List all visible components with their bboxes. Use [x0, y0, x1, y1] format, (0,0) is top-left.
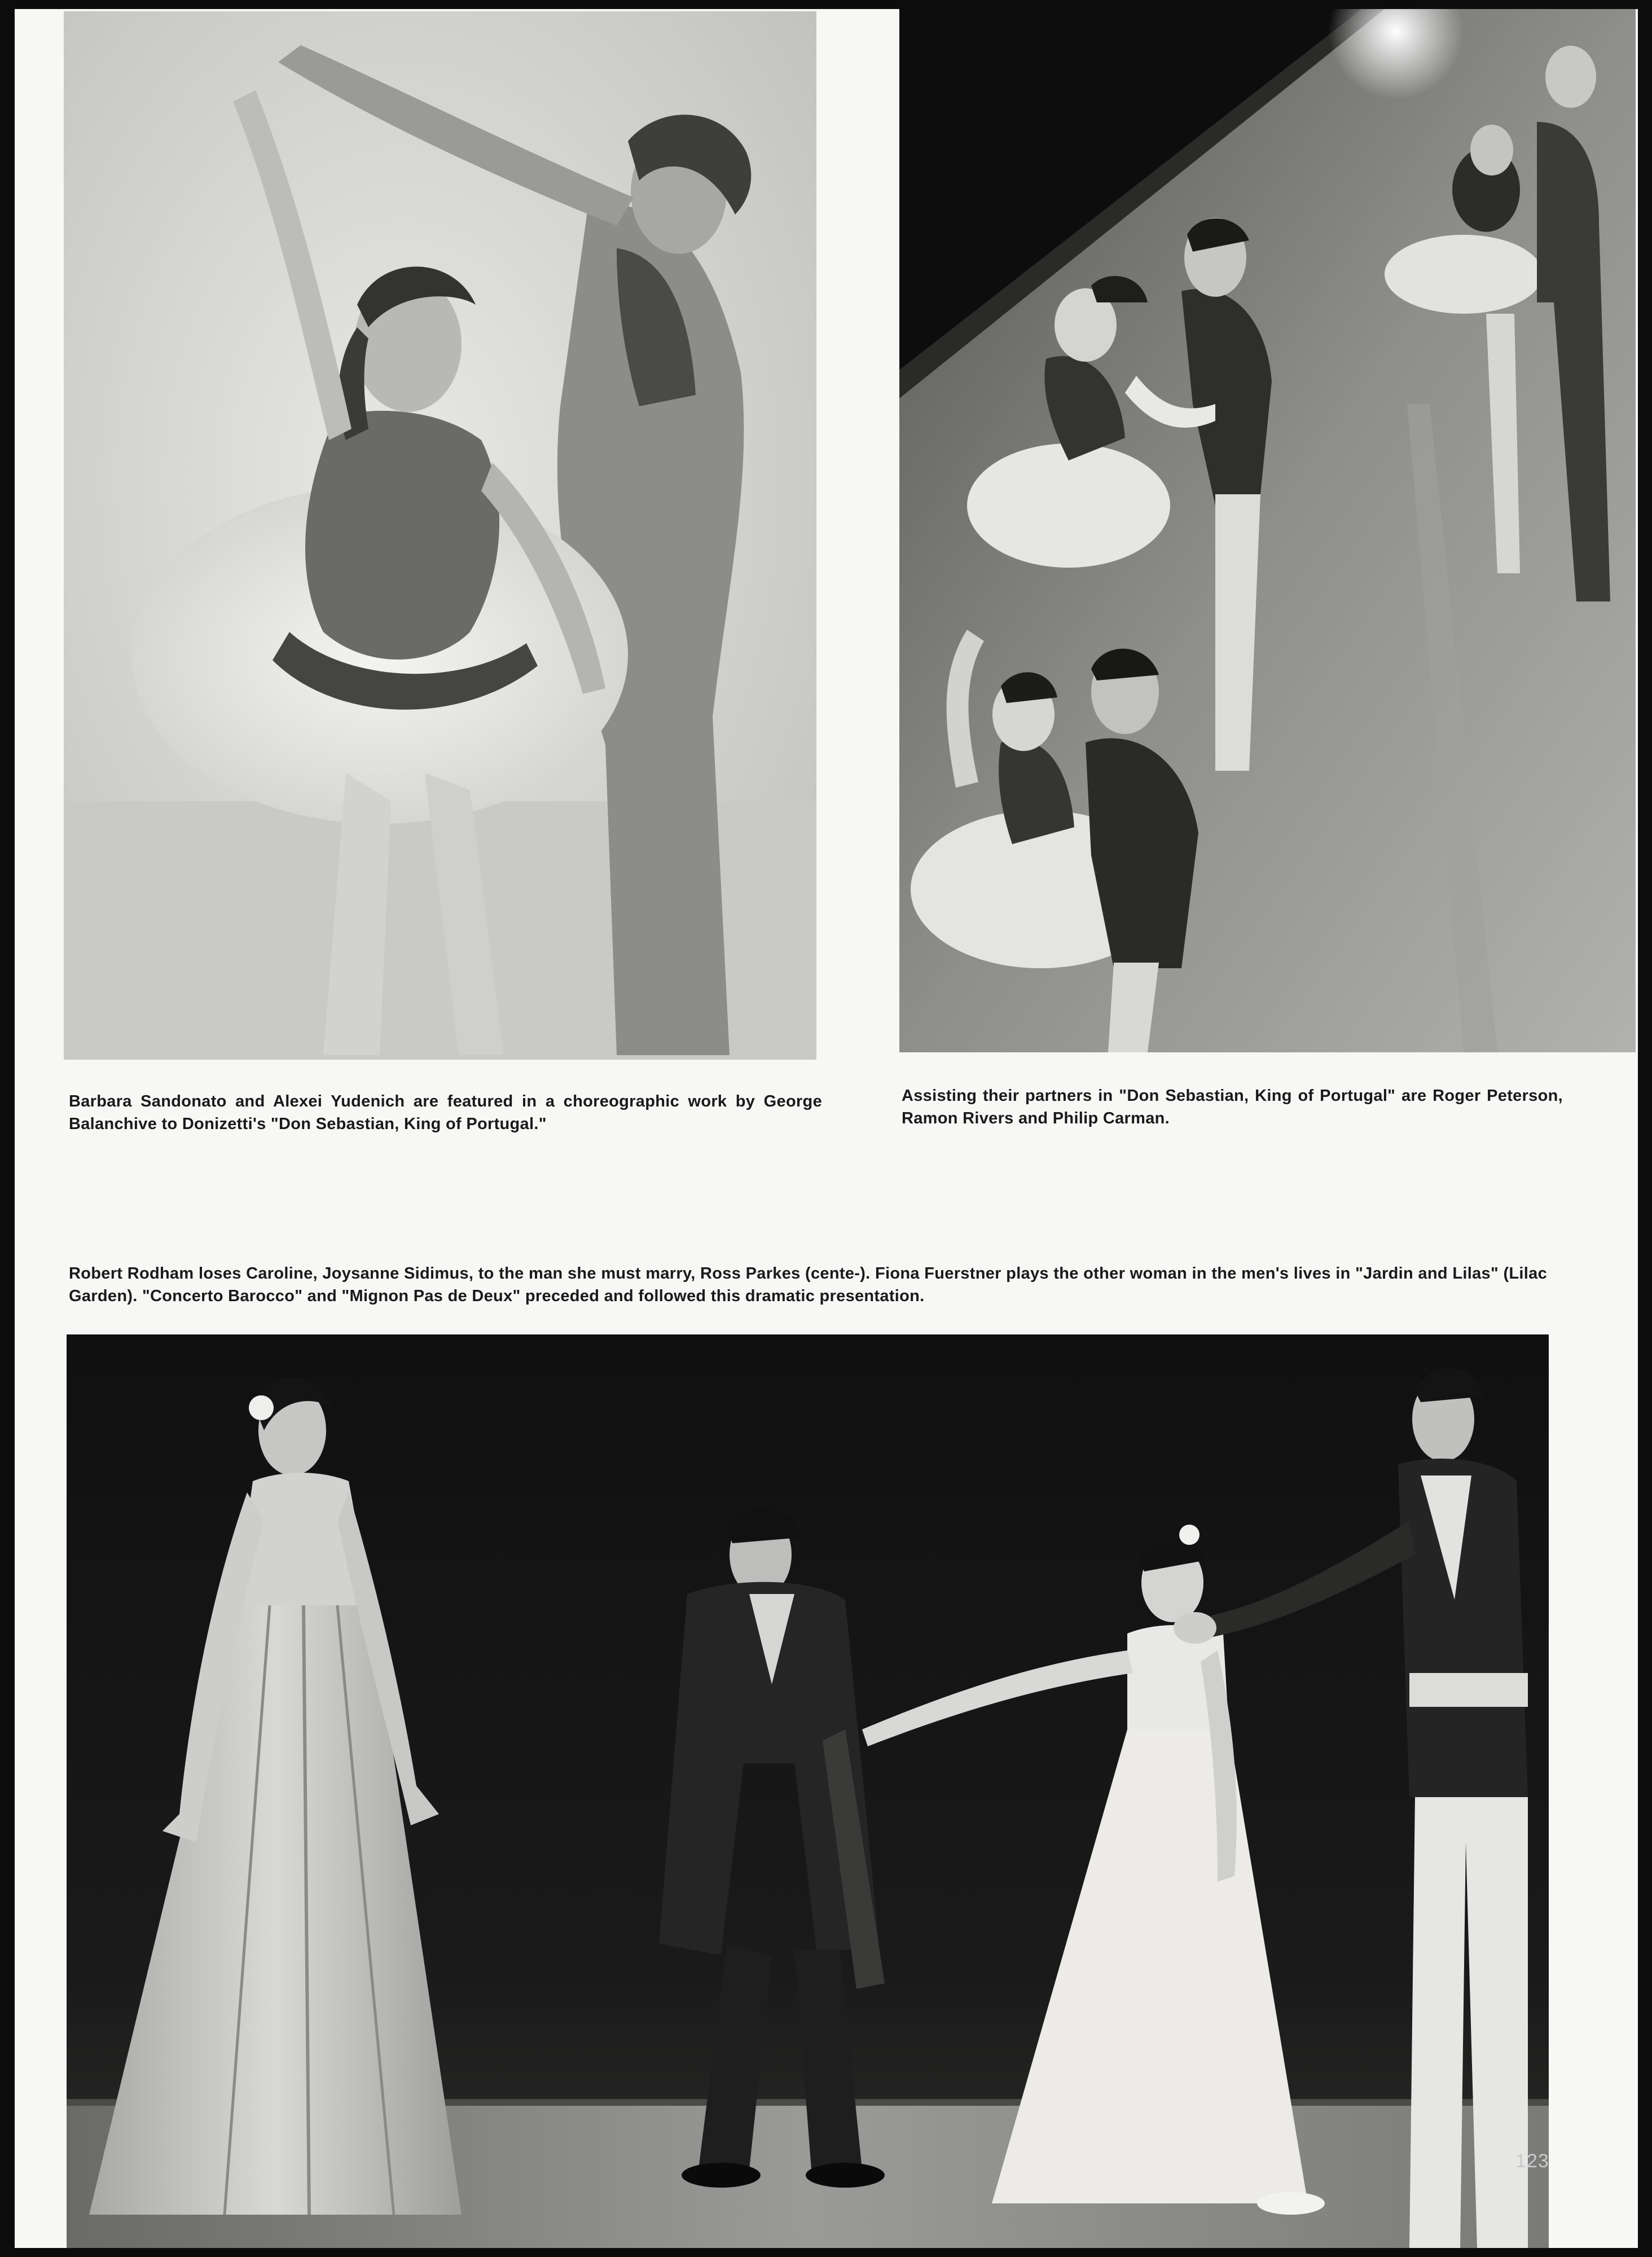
photo-jardin-aux-lilas [67, 1334, 1549, 2248]
caption-top-left: Barbara Sandonato and Alexei Yudenich are featured in a choreographic work by George Balanchive to Donizetti's "Don Sebastian, King of Portugal." [69, 1092, 822, 1133]
caption-bottom: Robert Rodham loses Caroline, Joysanne Sidimus, to the man she must marry, Ross Parkes (cente-). Fiona Fuerstner plays the other woman in the men's lives in "Jardin and Lilas" (Lilac Garden). "Concerto Barocco" and "Mignon Pas de Deux" preceded and followed this dramatic presentation. [69, 1264, 1547, 1305]
photo-three-couples [899, 9, 1636, 1052]
photo-three-couples-image [899, 9, 1636, 1052]
photo-pas-de-deux [64, 11, 816, 1060]
caption-top-right: Assisting their partners in "Don Sebastian, King of Portugal" are Roger Peterson, Ramon Rivers and Philip Carman. [902, 1087, 1563, 1127]
photo-jardin-aux-lilas-image [67, 1334, 1549, 2248]
page-number: 123 [1515, 2150, 1549, 2172]
yearbook-page [15, 9, 1638, 2248]
photo-pas-de-deux-image [64, 11, 816, 1060]
